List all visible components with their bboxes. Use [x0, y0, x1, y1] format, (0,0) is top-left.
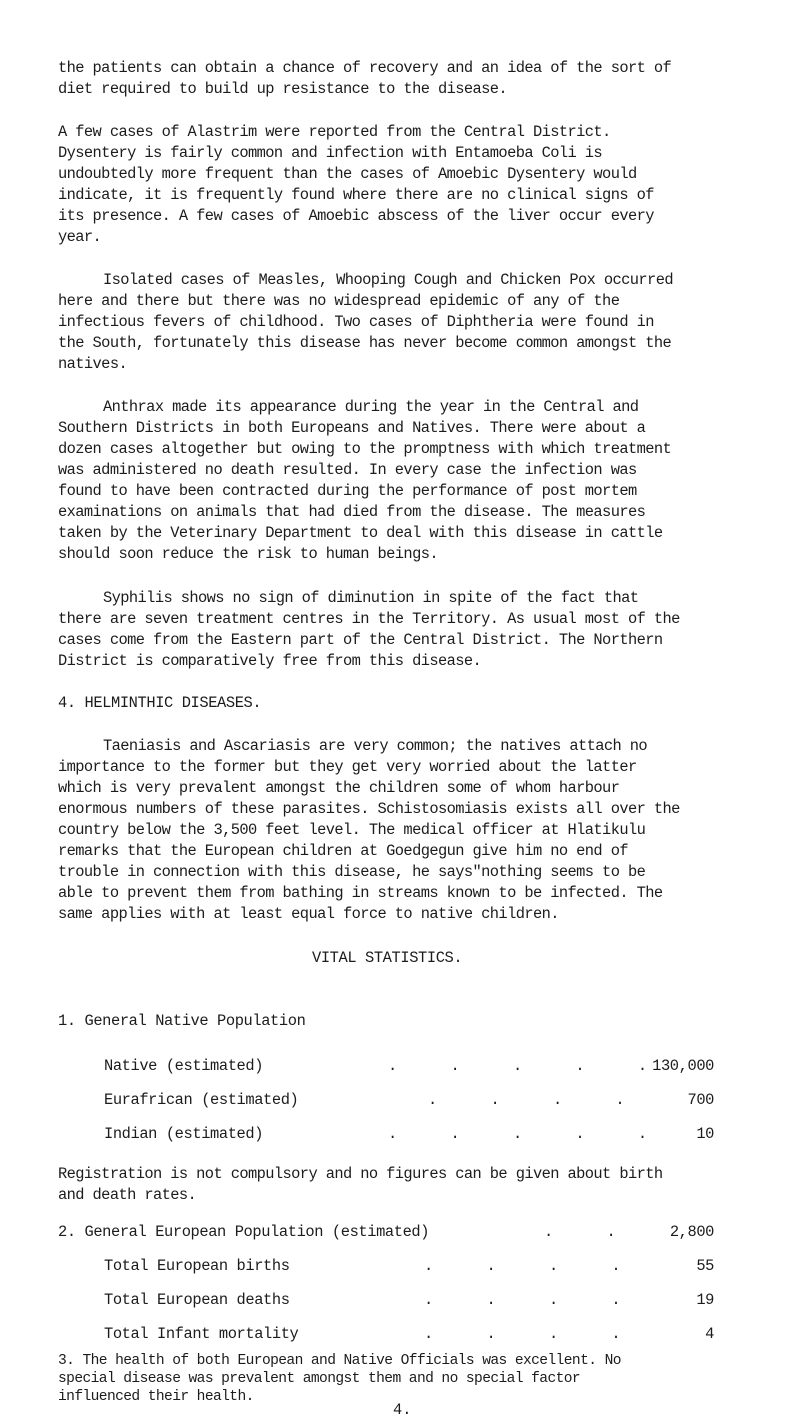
text-line: able to prevent them from bathing in streams known to be infected. The — [58, 884, 663, 902]
row-label: 2. General European Population (estimated) — [58, 1223, 430, 1241]
text-line: here and there but there was no widespread epidemic of any of the — [58, 292, 620, 310]
text-line: same applies with at least equal force to native children. — [58, 905, 559, 923]
text-line: Syphilis shows no sign of diminution in spite of the fact that — [103, 589, 639, 607]
row-value: 2,800 — [669, 1223, 714, 1241]
text-line: its presence. A few cases of Amoebic abscess of the liver occur every — [58, 207, 654, 225]
row-label: Indian (estimated) — [104, 1125, 264, 1143]
text-line: country below the 3,500 feet level. The medical officer at Hlatikulu — [58, 821, 646, 839]
leader-dots: . . . . — [424, 1291, 643, 1309]
text-line: Registration is not compulsory and no figures can be given about birth — [58, 1165, 663, 1183]
text-line: special disease was prevalent amongst them and no special factor — [58, 1371, 581, 1387]
leader-dots: . . — [544, 1223, 638, 1241]
text-line: year. — [58, 228, 102, 246]
text-line: the patients can obtain a chance of recovery and an idea of the sort of — [58, 59, 672, 77]
paragraph-registration-note — [58, 1164, 738, 1206]
text-line: dozen cases altogether but owing to the promptness with which treatment — [58, 440, 672, 458]
row-value: 4 — [705, 1325, 714, 1343]
row-value: 700 — [687, 1091, 714, 1109]
text-line: there are seven treatment centres in the Territory. As usual most of the — [58, 610, 680, 628]
leader-dots: . . . . — [428, 1091, 647, 1109]
text-line: found to have been contracted during the performance of post mortem — [58, 482, 637, 500]
text-line: was administered no death resulted. In every case the infection was — [58, 461, 637, 479]
section-heading-native-population: 1. General Native Population — [58, 1012, 306, 1030]
row-value: 55 — [696, 1257, 714, 1275]
text-line: should soon reduce the risk to human beings. — [58, 545, 438, 563]
paragraph-recovery — [58, 58, 738, 100]
vital-statistics-title: VITAL STATISTICS. — [312, 949, 463, 967]
leader-dots: . . . . . — [388, 1057, 670, 1075]
leader-dots: . . . . . — [388, 1125, 670, 1143]
text-line: District is comparatively free from this disease. — [58, 652, 482, 670]
text-line: Taeniasis and Ascariasis are very common; the natives attach no — [103, 737, 648, 755]
text-line: Isolated cases of Measles, Whooping Cough and Chicken Pox occurred — [103, 271, 673, 289]
text-line: remarks that the European children at Goedgegun give him no end of — [58, 842, 628, 860]
row-label: Eurafrican (estimated) — [104, 1091, 299, 1109]
paragraph-anthrax — [58, 397, 738, 565]
row-label: Total European deaths — [104, 1291, 290, 1309]
text-line: the South, fortunately this disease has never become common amongst the — [58, 334, 672, 352]
paragraph-officials-health — [58, 1352, 738, 1406]
leader-dots: . . . . — [424, 1325, 643, 1343]
page-number: 4. — [393, 1401, 412, 1419]
text-line: indicate, it is frequently found where there are no clinical signs of — [58, 186, 654, 204]
text-line: undoubtedly more frequent than the cases of Amoebic Dysentery would — [58, 165, 637, 183]
paragraph-helminthic — [58, 736, 738, 925]
row-label: Native (estimated) — [104, 1057, 264, 1075]
row-label: Total European births — [104, 1257, 290, 1275]
row-value: 10 — [696, 1125, 714, 1143]
text-line: taken by the Veterinary Department to deal with this disease in cattle — [58, 524, 663, 542]
text-line: infectious fevers of childhood. Two cases of Diphtheria were found in — [58, 313, 654, 331]
text-line: Dysentery is fairly common and infection with Entamoeba Coli is — [58, 144, 603, 162]
paragraph-measles — [58, 270, 738, 375]
text-line: 3. The health of both European and Native Officials was excellent. No — [58, 1353, 621, 1369]
text-line: cases come from the Eastern part of the Central District. The Northern — [58, 631, 663, 649]
row-value: 130,000 — [652, 1057, 714, 1075]
text-line: importance to the former but they get very worried about the latter — [58, 758, 637, 776]
text-line: natives. — [58, 355, 128, 373]
paragraph-alastrim-dysentery — [58, 122, 738, 248]
text-line: A few cases of Alastrim were reported from the Central District. — [58, 123, 611, 141]
paragraph-syphilis — [58, 588, 738, 672]
text-line: which is very prevalent amongst the children some of whom harbour — [58, 779, 620, 797]
text-line: Southern Districts in both Europeans and Natives. There were about a — [58, 419, 646, 437]
text-line: enormous numbers of these parasites. Schistosomiasis exists all over the — [58, 800, 680, 818]
text-line: and death rates. — [58, 1186, 197, 1204]
row-value: 19 — [696, 1291, 714, 1309]
section-heading-helminthic: 4. HELMINTHIC DISEASES. — [58, 694, 262, 712]
row-label: Total Infant mortality — [104, 1325, 299, 1343]
text-line: Anthrax made its appearance during the year in the Central and — [103, 398, 639, 416]
text-line: trouble in connection with this disease, he says"nothing seems to be — [58, 863, 646, 881]
text-line: examinations on animals that had died from the disease. The measures — [58, 503, 646, 521]
text-line: influenced their health. — [58, 1389, 254, 1405]
text-line: diet required to build up resistance to the disease. — [58, 80, 508, 98]
leader-dots: . . . . — [424, 1257, 643, 1275]
